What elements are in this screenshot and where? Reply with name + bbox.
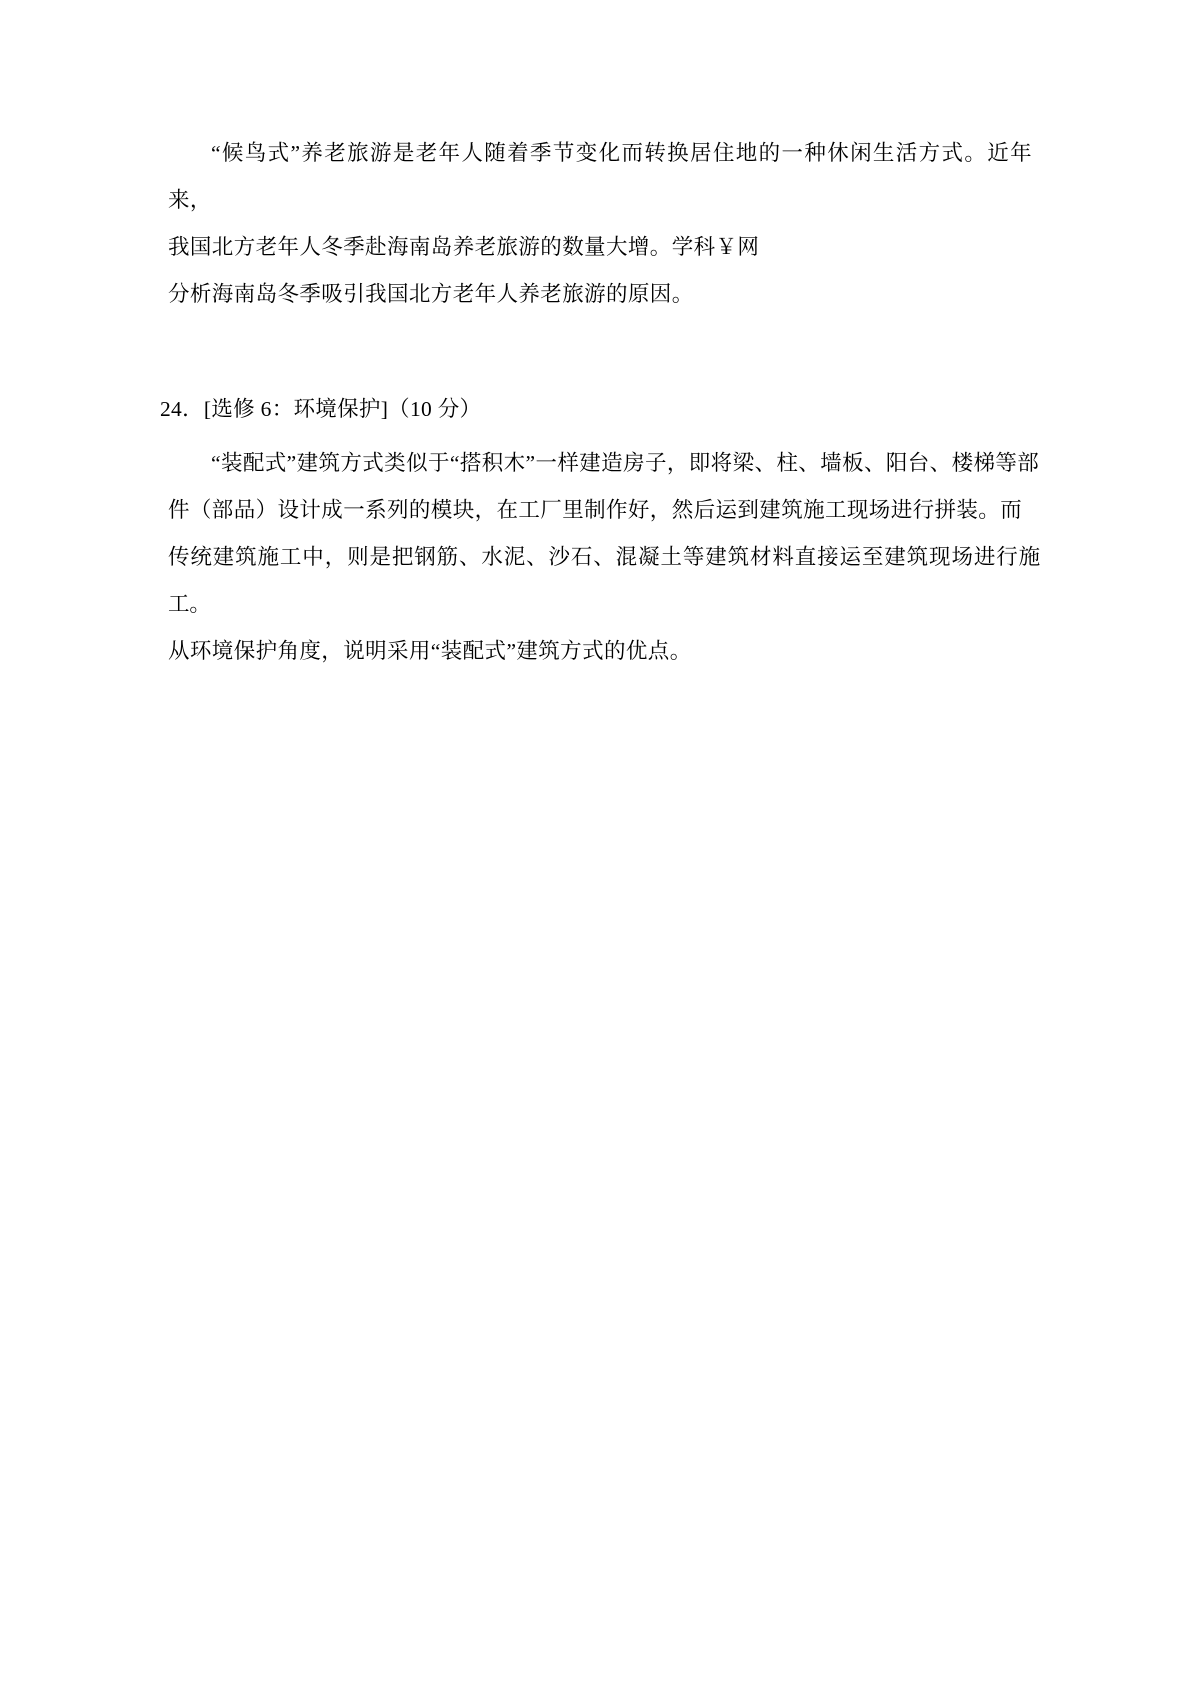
- passage-one-line-1: “候鸟式”养老旅游是老年人随着季节变化而转换居住地的一种休闲生活方式。近年来，: [168, 141, 1032, 212]
- question-24-heading-text: [选修 6：环境保护]（10 分）: [203, 397, 482, 421]
- question-24-number: 24．: [160, 397, 204, 421]
- passage-one-line-2: 我国北方老年人冬季赴海南岛养老旅游的数量大增。学科￥网: [168, 235, 760, 259]
- question-24-line-4: 从环境保护角度，说明采用“装配式”建筑方式的优点。: [168, 639, 692, 663]
- question-24-line-3: 传统建筑施工中，则是把钢筋、水泥、沙石、混凝土等建筑材料直接运至建筑现场进行施工。: [168, 545, 1040, 616]
- question-24-body: [168, 440, 1040, 675]
- question-24-heading: [160, 392, 1040, 426]
- question-24-line-2: 件（部品）设计成一系列的模块，在工厂里制作好，然后运到建筑施工现场进行拼装。而: [168, 498, 1023, 522]
- passage-one: [168, 130, 1032, 318]
- question-24-line-1: “装配式”建筑方式类似于“搭积木”一样建造房子，即将梁、柱、墙板、阳台、楼梯等部: [211, 451, 1040, 475]
- passage-one-line-3: 分析海南岛冬季吸引我国北方老年人养老旅游的原因。: [168, 282, 694, 306]
